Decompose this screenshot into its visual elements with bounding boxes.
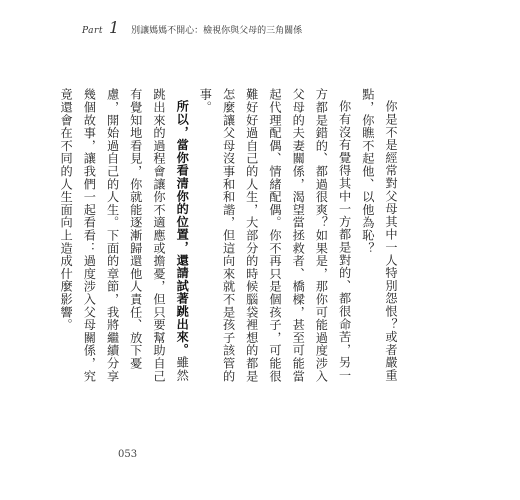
paragraph-3-rest: 雖然跳出來的過程會讓你不適應或擔憂，但只要幫助自己有覺知地看見，你就能逐漸歸還他人責任、放下憂慮，開始過自己的人生。下面的章節，我將繼續分享幾個故事，讓我們一起看看：過度涉入父母關係，究竟還會在不同的人生面向上造成什麼影響。	[59, 88, 190, 383]
paragraph-3	[54, 88, 193, 388]
chapter-title: 別讓媽媽不開心：檢視你與父母的三角關係	[131, 26, 303, 36]
running-header	[82, 18, 302, 37]
body-text	[59, 88, 402, 388]
paragraph-2: 你有沒有覺得其中一方都是對的、都很命苦，另一方都是錯的、都過很爽？如果是，那你可能過度涉入父母的夫妻關係，渴望當拯救者、橋樑，甚至可能當起代理配偶、情緒配偶。你不再只是個孩子，可能很難好好過自己的人生，大部分的時候腦袋裡想的都是怎麼讓父母沒事和和諧，但這向來就不是孩子該管的事。	[198, 88, 352, 383]
paragraph-1: 你是不是經常對父母其中一人特別怨恨？或者嚴重點，你瞧不起他、以他為恥？	[360, 88, 398, 382]
part-label: Part	[82, 26, 103, 36]
emphasis-sentence: 所以，當你看清你的位置，還請試著跳出來。	[175, 100, 190, 357]
part-number: 1	[108, 18, 120, 37]
page-number: 053	[118, 449, 138, 460]
